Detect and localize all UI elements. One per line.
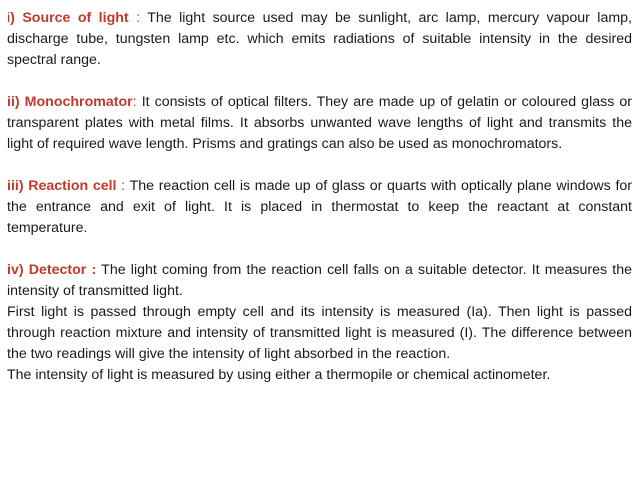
- section-label: iv) Detector :: [7, 262, 97, 278]
- detector-intensity-text: The intensity of light is measured by using either a thermopile or chemical actinometer.: [7, 367, 551, 383]
- section-monochromator: [7, 92, 632, 155]
- section-label-prefix: i: [7, 10, 11, 26]
- section-label: iii) Reaction cell: [7, 178, 117, 194]
- slide-content: [7, 8, 632, 386]
- section-body-text: The light source used may be sunlight, arc lamp, mercury vapour lamp, discharge tube, tungsten lamp etc. which emits radiations of suitable intensity in the desired spectral range.: [7, 10, 633, 68]
- section-light-source: [7, 8, 632, 71]
- section-body-text: The reaction cell is made up of glass or quarts with optically plane windows for the entrance and exit of light. It is placed in thermostat to keep the reactant at constant temperature.: [7, 178, 633, 236]
- paragraph-gap: [7, 71, 632, 92]
- section-detector: [7, 260, 632, 302]
- section-separator: :: [132, 94, 142, 110]
- section-reaction-cell: [7, 176, 632, 239]
- section-separator: :: [116, 178, 130, 194]
- section-label: ) Source of light: [10, 10, 129, 26]
- paragraph-gap: [7, 155, 632, 176]
- detector-measurement-text: First light is passed through empty cell and its intensity is measured (Ia). Then light is passed through reaction mixture and intensity of transmitted light is measured (I). The difference between the two readings will give the intensity of light absorbed in the reaction.: [7, 304, 632, 362]
- section-separator: :: [128, 10, 148, 26]
- paragraph-gap: [7, 239, 632, 260]
- section-body-text: It consists of optical filters. They are made up of gelatin or coloured glass or transparent plates with metal films. It absorbs unwanted wave lengths of light and transmits the light of required wave length. Prisms and gratings can also be used as monochromators.: [7, 94, 632, 152]
- section-body-text: The light coming from the reaction cell falls on a suitable detector. It measures the intensity of transmitted light.: [7, 262, 633, 299]
- section-label: ii) Monochromator: [7, 94, 133, 110]
